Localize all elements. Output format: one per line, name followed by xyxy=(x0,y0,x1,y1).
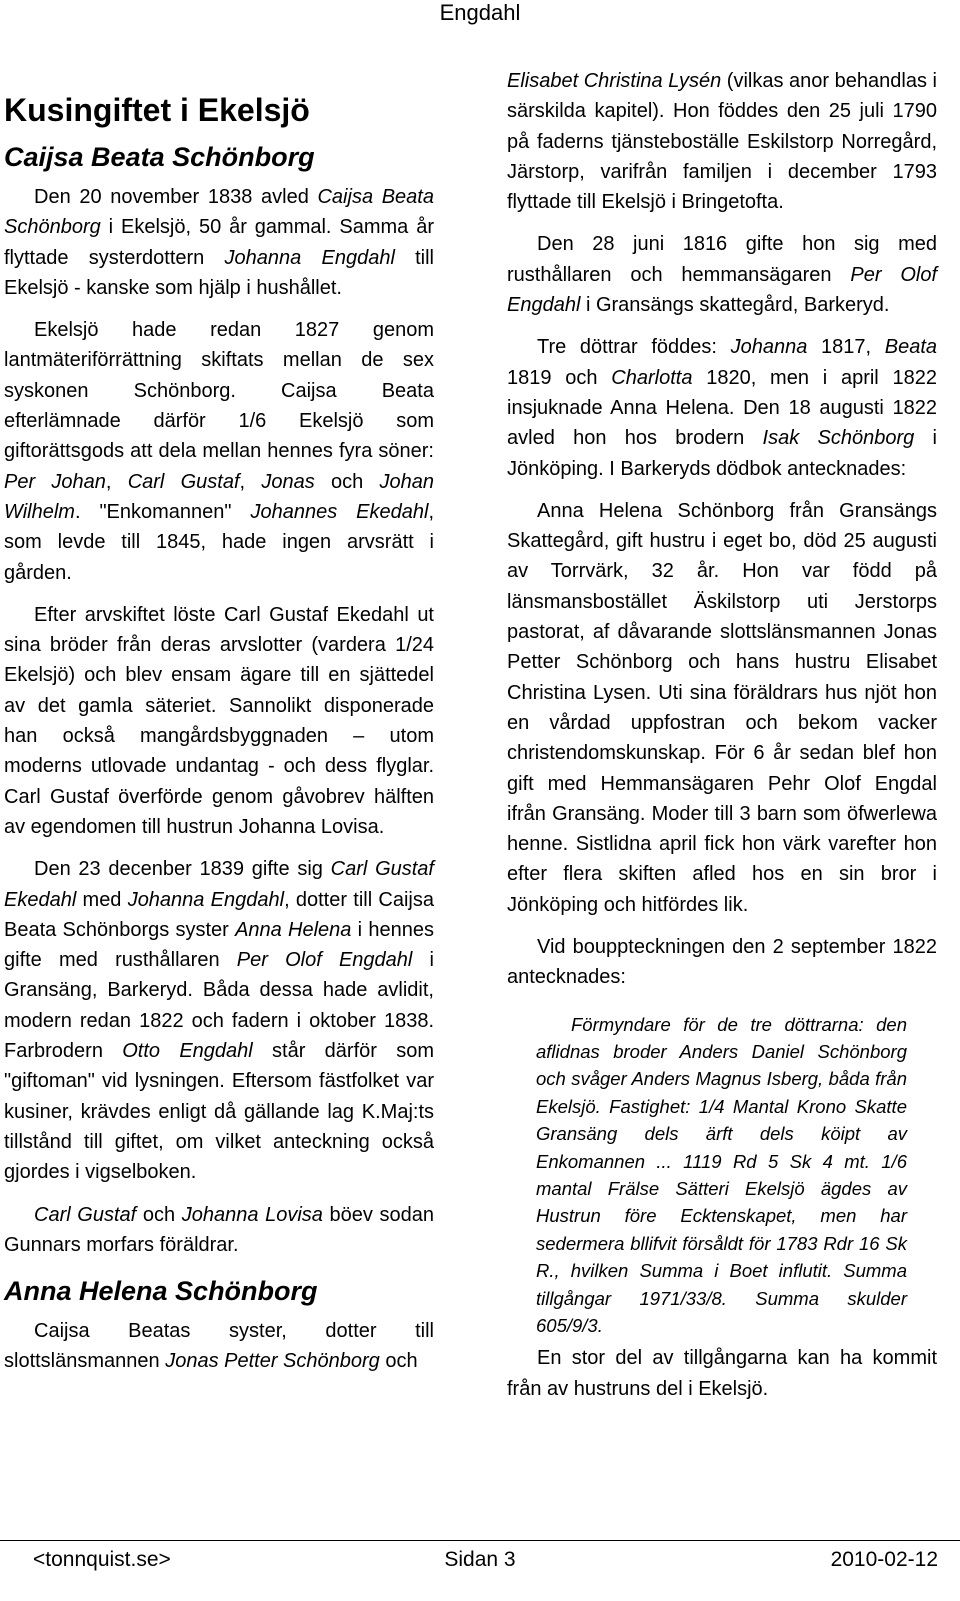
paragraph-7: Elisabet Christina Lysén (vilkas anor behandlas i särskilda kapitel). Hon föddes den 25 juli 1790 på faderns tjänsteboställe Eskilstorp Norregård, Järstorp, varifrån familjen i december 1793 flyttade till Ekelsjö i Bringetofta. xyxy=(507,70,937,214)
quote-text: Förmyndare för de tre döttrarna: den aflidnas broder Anders Daniel Schönborg och svåger Anders Magnus Isberg, båda från Ekelsjö. Fastighet: 1/4 Mantal Krono Skatte Gransäng dels ärft dels köipt av Enkomannen ... 1119 Rd 5 Sk 4 mt. 1/6 mantal Frälse Sätteri Ekelsjö ägdes av Hustrun före Ecktenskapet, men har sedermera bllifvit försåldt för 1783 Rdr 16 Sk R., hvilken Summa i Boet influtit. Summa tillgångar 1971/33/8. Summa skulder 605/9/3. xyxy=(536,1013,907,1337)
paragraph-8: Den 28 juni 1816 gifte hon sig med rusthållaren och hemmansägaren Per Olof Engdahl i Gransängs skattegård, Barkeryd. xyxy=(507,233,937,317)
paragraph-10-death-record: Anna Helena Schönborg från Gransängs Skattegård, gift hustru i eget bo, död 25 augusti av Torrvärk, 32 år. Hon var född på länsmansbostället Äskilstorp uti Jerstorps pastorat, af dåvarande slottslänsmannen Jonas Petter Schönborg och hans hustru Elisabet Christina Lysen. Uti sina föräldrars hus njöt hon en vårdad uppfostran och bekom vacker christendomskunskap. För 6 år sedan blef hon gift med Hemmansägaren Pehr Olof Engdal ifrån Gransäng. Moder till 3 barn som öfwerlewa henne. Sistlidna april fick hon värk varefter hon efter flera skiften afled hos en sin bror i Jönköping och hitfördes lik. xyxy=(507,499,937,916)
paragraph-12: En stor del av tillgångarna kan ha kommit från av hustruns del i Ekelsjö. xyxy=(507,1347,937,1400)
right-column xyxy=(507,66,937,1404)
paragraph-3: Efter arvskiftet löste Carl Gustaf Ekedahl ut sina bröder från deras arvslotter (vardera 1/24 Ekelsjö) och blev ensam ägare till en sjättedel av det gamla säteriet. Sannolikt disponerade han också mangårdsbyggnaden – utom moderns utlovade undantag - och dess flyglar. Carl Gustaf överförde genom gåvobrev hälften av egendomen till hustrun Johanna Lovisa. xyxy=(4,603,434,838)
paragraph-5: Carl Gustaf och Johanna Lovisa böev sodan Gunnars morfars föräldrar. xyxy=(4,1203,435,1256)
footer-page-number: Sidan 3 xyxy=(444,1548,516,1571)
footer-site: <tonnquist.se> xyxy=(33,1548,171,1571)
running-header: Engdahl xyxy=(439,0,521,25)
page-footer xyxy=(0,1540,960,1571)
article-title: Kusingiftet i Ekelsjö xyxy=(4,92,310,128)
paragraph-1: Den 20 november 1838 avled Caijsa Beata Schönborg i Ekelsjö, 50 år gammal. Samma år flyttade systerdottern Johanna Engdahl till Ekelsjö - kanske som hjälp i hushållet. xyxy=(4,186,434,299)
footer-date: 2010-02-12 xyxy=(830,1548,938,1571)
left-column xyxy=(4,60,434,1377)
paragraph-6: Caijsa Beatas syster, dotter till slottslänsmannen Jonas Petter Schönborg och xyxy=(4,1320,434,1373)
paragraph-11: Vid bouppteckningen den 2 september 1822 antecknades: xyxy=(507,936,937,989)
section-heading-anna: Anna Helena Schönborg xyxy=(4,1276,318,1307)
section-heading-caijsa: Caijsa Beata Schönborg xyxy=(4,142,315,172)
paragraph-9: Tre döttrar föddes: Johanna 1817, Beata 1819 och Charlotta 1820, men i april 1822 insjuknade Anna Helena. Den 18 augusti 1822 avled hon hos brodern Isak Schönborg i Jönköping. I Barkeryds dödbok antecknades: xyxy=(507,336,938,480)
paragraph-2: Ekelsjö hade redan 1827 genom lantmäteriförrättning skiftats mellan de sex syskonen Schönborg. Caijsa Beata efterlämnade därför 1/6 Ekelsjö som giftorättsgods att dela mellan hennes fyra söner: Per Johan, Carl Gustaf, Jonas och Johan Wilhelm. "Enkomannen" Johannes Ekedahl, som levde till 1845, hade ingen arvsrätt i gården. xyxy=(4,319,434,584)
estate-inventory-quote xyxy=(507,1011,937,1340)
paragraph-4: Den 23 decenber 1839 gifte sig Carl Gustaf Ekedahl med Johanna Engdahl, dotter till Caijsa Beata Schönborgs syster Anna Helena i hennes gifte med rusthållaren Per Olof Engdahl i Gransäng, Barkeryd. Båda dessa hade avlidit, modern redan 1822 och fadern i oktober 1838. Farbrodern Otto Engdahl står därför som "giftoman" vid lysningen. Eftersom fästfolket var kusiner, krävdes enligt då gällande lag K.Maj:ts tillstånd till giftet, om vilket anteckning också gjordes i vigselboken. xyxy=(4,858,434,1184)
